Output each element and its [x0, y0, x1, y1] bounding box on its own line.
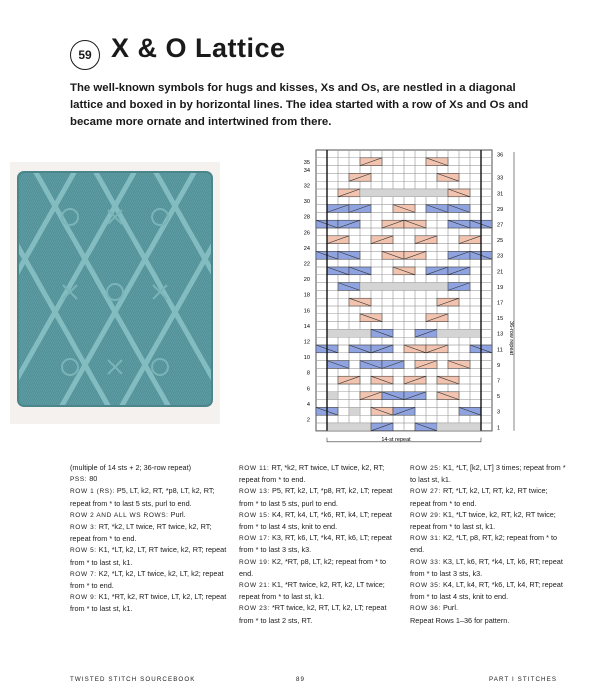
instruction-row-label: ROW 33:: [410, 558, 441, 566]
chart-row-label-right: 9: [497, 362, 501, 369]
instruction-row: [239, 509, 401, 532]
instruction-row-text: K2, *RT, p8, LT, k2; repeat from * to end.: [239, 556, 387, 578]
chart-row-label-right: 36: [497, 152, 504, 159]
instruction-row-text: RT, *k2, LT twice, RT twice, k2, RT; repeat from * to end.: [70, 522, 212, 544]
chart-row-label-right: 5: [497, 394, 501, 401]
instruction-row-label: ROW 31:: [410, 535, 441, 543]
instruction-row-label: ROW 1 (RS):: [70, 488, 115, 496]
instruction-row: [239, 532, 401, 555]
chart-purl-block: [360, 283, 448, 291]
instruction-row-text: P5, LT, k2, RT, *p8, LT, k2, RT; repeat from * to last 5 sts, purl to end.: [70, 486, 215, 508]
instruction-row-text: *RT twice, k2, RT, LT, k2, LT; repeat from * to last 2 sts, RT.: [239, 603, 387, 625]
chart-row-label-left: 18: [303, 292, 310, 299]
footer-section: PART I STITCHES: [489, 676, 558, 683]
instruction-row: [70, 568, 230, 591]
instruction-row: [70, 544, 230, 567]
chart-svg: [288, 143, 528, 448]
instruction-row: [239, 602, 401, 625]
instruction-row-text: K1, *RT, k2, RT twice, LT, k2, LT; repeat from * to last st, k1.: [70, 592, 227, 614]
instruction-row-label: ROW 23:: [239, 605, 270, 613]
chart-row-label-right: 31: [497, 191, 504, 198]
page-title: X & O Lattice: [111, 33, 286, 63]
chart-row-label-left: 14: [303, 323, 310, 330]
instruction-row-label: ROW 11:: [239, 465, 270, 472]
chart-row-label-left: 20: [303, 277, 310, 284]
instruction-row-label: PSS:: [70, 476, 88, 484]
instruction-row-text: K1, *LT, k2, LT, RT twice, k2, RT; repeat from * to last st, k1.: [70, 545, 227, 567]
footer-page-number: 89: [296, 676, 306, 683]
instruction-row-label: ROW 29:: [410, 511, 441, 519]
knitted-swatch-photo: [10, 162, 220, 424]
chart-row-label-left: 4: [306, 401, 310, 408]
instruction-row-label: ROW 35:: [410, 582, 441, 590]
instruction-row-label: ROW 9:: [70, 594, 97, 602]
instruction-row-label: ROW 15:: [239, 511, 270, 519]
chart-row-label-left: 22: [303, 261, 310, 268]
pattern-number-badge: [70, 40, 100, 70]
instruction-row: [410, 615, 570, 626]
row-repeat-label: 36-row repeat: [508, 321, 514, 355]
instruction-row: [239, 556, 401, 579]
chart-row-label-right: 29: [497, 206, 504, 213]
instruction-row-label: ROW 13:: [239, 488, 270, 496]
instruction-row: [239, 462, 401, 485]
instruction-row-text: K3, RT, k6, LT, *k4, RT, k6, LT; repeat from * to last 3 sts, k3.: [239, 533, 392, 555]
knitting-chart: [288, 143, 528, 448]
instruction-row: [70, 462, 230, 473]
instructions-column-2: [239, 462, 401, 626]
chart-row-label-right: 23: [497, 253, 504, 260]
chart-row-label-right: 33: [497, 175, 504, 182]
instruction-row-label: ROW 19:: [239, 558, 270, 566]
instruction-row-label: ROW 7:: [70, 570, 97, 578]
chart-row-label-left: 34: [303, 167, 310, 174]
chart-row-label-right: 19: [497, 284, 504, 291]
instruction-row: [410, 485, 570, 508]
chart-row-label-left: 24: [303, 245, 310, 252]
chart-row-label-left: 8: [306, 370, 310, 377]
instruction-row-text: K1, *RT twice, k2, RT, k2, LT twice; repeat from * to last st, k1.: [239, 580, 385, 602]
chart-purl-block: [360, 189, 448, 197]
instruction-row-text: K3, LT, k6, RT, *k4, LT, k6, RT; repeat from * to last 3 sts, k3.: [410, 556, 563, 578]
chart-row-label-left: 35: [303, 160, 310, 167]
instruction-row: [70, 521, 230, 544]
instruction-row-label: ROW 27:: [410, 488, 441, 496]
chart-row-label-right: 7: [497, 378, 501, 385]
stitch-repeat-label: 14-st repeat: [381, 437, 411, 443]
instruction-row: [70, 473, 230, 485]
instructions-column-1: [70, 462, 230, 615]
chart-row-label-left: 16: [303, 308, 310, 315]
chart-row-label-right: 25: [497, 238, 504, 245]
instruction-row-label: ROW 3:: [70, 524, 97, 532]
chart-purl-block: [327, 329, 371, 337]
intro-paragraph: The well-known symbols for hugs and kisses, Xs and Os, are nestled in a diagonal lattice and boxed in by horizontal lines. The idea started with a row of Xs and Os and became more ornate and intertwined from there.: [70, 82, 529, 128]
instruction-row-label: ROW 17:: [239, 535, 270, 543]
instruction-row-text: K4, LT, k4, RT, *k6, LT, k4, RT; repeat from * to last 4 sts, knit to end.: [410, 580, 563, 602]
chart-purl-block: [349, 407, 360, 415]
instruction-row-text: 80: [87, 474, 98, 484]
chart-row-label-right: 27: [497, 222, 504, 229]
instruction-row-label: ROW 2 AND ALL WS ROWS:: [70, 511, 169, 519]
chart-row-label-right: 17: [497, 300, 504, 307]
instruction-row-text: RT, *k2, RT twice, LT twice, k2, RT; repeat from * to end.: [239, 463, 385, 485]
instruction-row: [410, 556, 570, 579]
pattern-number: 59: [78, 48, 92, 62]
instruction-row-label: ROW 21:: [239, 582, 270, 590]
chart-row-label-left: 12: [303, 339, 310, 346]
instruction-row-text: P5, RT, k2, LT, *p8, RT, k2, LT; repeat from * to last 5 sts, purl to end.: [239, 486, 393, 508]
chart-purl-block: [437, 329, 481, 337]
instruction-row-text: RT, *LT, k2, LT, RT, k2, RT twice; repeat from * to end.: [410, 486, 548, 508]
instruction-row-label: ROW 36:: [410, 605, 441, 613]
chart-row-label-left: 32: [303, 183, 310, 190]
instruction-row-text: K2, *LT, k2, LT twice, k2, LT, k2; repeat from * to end.: [70, 568, 224, 591]
chart-row-label-left: 28: [303, 214, 310, 221]
instruction-row: [70, 591, 230, 614]
instruction-row-text: Purl.: [440, 603, 458, 613]
swatch-illustration: [10, 162, 220, 424]
chart-row-label-right: 21: [497, 269, 504, 276]
instruction-row: [239, 579, 401, 602]
instruction-row: [410, 462, 570, 485]
chart-purl-block: [437, 423, 481, 431]
instruction-row-text: (multiple of 14 sts + 2; 36-row repeat): [70, 463, 192, 472]
chart-row-label-left: 30: [303, 199, 310, 206]
chart-purl-block: [327, 392, 338, 400]
instruction-row-text: Purl.: [168, 509, 186, 519]
instruction-row: [70, 485, 230, 508]
chart-row-label-left: 6: [306, 386, 310, 393]
instructions-column-3: [410, 462, 570, 626]
chart-row-label-left: 2: [306, 417, 310, 424]
chart-row-label-left: 10: [303, 355, 310, 362]
chart-row-label-right: 15: [497, 316, 504, 323]
instruction-row-text: K1, *LT twice, k2, RT, k2, RT twice; repeat from * to last st, k1.: [410, 509, 556, 532]
instruction-row: [410, 532, 570, 555]
chart-row-label-right: 13: [497, 331, 504, 338]
chart-row-label-right: 3: [497, 409, 501, 416]
chart-row-label-right: 11: [497, 347, 503, 354]
chart-row-label-left: 26: [303, 230, 310, 237]
chart-row-label-right: 1: [497, 425, 501, 432]
footer-book-title: TWISTED STITCH SOURCEBOOK: [70, 676, 196, 683]
instruction-row-text: Repeat Rows 1–36 for pattern.: [410, 615, 510, 625]
instruction-row: [410, 602, 570, 614]
instruction-row: [70, 509, 230, 521]
chart-purl-block: [327, 423, 371, 431]
instruction-row-label: ROW 25:: [410, 465, 441, 472]
instruction-row: [410, 509, 570, 532]
instruction-row: [410, 579, 570, 602]
instruction-row-label: ROW 5:: [70, 547, 97, 555]
instruction-row-text: K4, RT, k4, LT, *k6, RT, k4, LT; repeat from * to last 4 sts, knit to end.: [239, 509, 392, 532]
instruction-row: [239, 485, 401, 508]
instruction-row-text: K2, *LT, p8, RT, k2; repeat from * to end.: [410, 533, 558, 555]
instruction-row-text: K1, *LT, [k2, LT] 3 times; repeat from * to last st, k1.: [410, 463, 566, 485]
